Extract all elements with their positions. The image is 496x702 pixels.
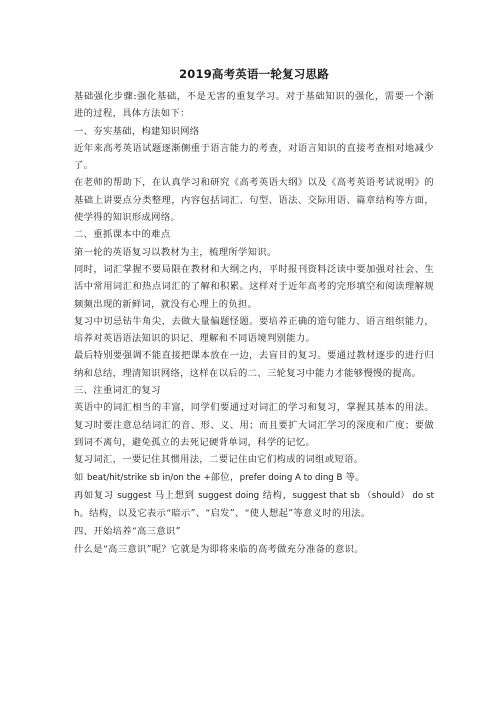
s3-p3-latin-1: beat/hit/strike sb in/on the + (86, 472, 211, 483)
section-1-paragraph-2: 在老师的帮助下，在认真学习和研究《高考英语大纲》以及《高考英语考试说明》的基础上讲要点分类整理，内容包括词汇、句型、语法、交际用语、篇章结构等方面，使学得的知识形成网络。 (74, 177, 434, 224)
intro-paragraph: 基础强化步骤:强化基础，不是无害的重复学习。对于基础知识的强化，需要一个渐进的过程，具体方法如下： (74, 91, 434, 120)
s3-p3-pre: 如 (74, 471, 87, 483)
s3-p4-mid-2: 结构， (259, 489, 293, 501)
section-1-heading: 一、夯实基础，构建知识网络 (74, 125, 200, 137)
section-4-paragraph-1: 什么是“高三意识”呢？它就是为即将来临的高考做充分准备的意识。 (74, 543, 364, 555)
document-title: 2019高考英语一轮复习思路 (179, 67, 329, 81)
section-1-paragraph-1: 近年来高考英语试题逐渐侧重于语言能力的考查，对语言知识的直接考查相对地减少了。 (74, 142, 434, 172)
section-2-paragraph-2: 同时，词汇掌握不要局限在教材和大纲之内，平时报刊资料泛读中要加强对社会、生活中常用词汇和热点词汇的了解和积累。这样对于近年高考的完形填空和阅读理解规频频出现的新鲜词，就没有心理上的负担。 (74, 263, 434, 310)
section-4-heading: 四、开始培养“高三意识” (74, 526, 181, 538)
section-2-paragraph-3: 复习中切忌钻牛角尖，去做大量偏题怪题。要培养正确的造句能力、语言组织能力，培养对英语语法知识的识记、理解和不同语境判别能力。 (74, 315, 434, 345)
s3-p4-latin-1: suggest (117, 490, 152, 501)
s3-p3-post: 等。 (342, 471, 365, 483)
section-3-heading: 三、注重词汇的复习 (74, 385, 161, 397)
s3-p4-mid-1: 马上想到 (151, 489, 199, 501)
section-2-paragraph-4: 最后特别要强调不能直接把课本放在一边，去盲目的复习。要通过教材逐步的进行归纳和总结，理清知识网络，这样在以后的二、三轮复习中能力才能够慢慢的提高。 (74, 350, 434, 379)
section-3-paragraph-2: 复习词汇，一要记住其惯用法，二要记住由它们构成的词组或短语。 (74, 454, 364, 466)
s3-p3-mid-1: 部位， (210, 471, 240, 483)
s3-p3-latin-2: prefer doing A to ding B (239, 472, 343, 483)
section-3-paragraph-3 (74, 469, 434, 487)
section-2-paragraph-1: 第一轮的英语复习以教材为主，梳理所学知识。 (74, 246, 277, 258)
s3-p4-latin-3: suggest that sb （should） do sth (74, 490, 434, 520)
section-3-paragraph-4 (74, 487, 434, 524)
s3-p4-pre: 再如复习 (74, 489, 118, 501)
s3-p4-post: 。结构，以及它表示“暗示”、“启发”、“使人想起”等意义时的用法。 (79, 508, 371, 520)
s3-p4-latin-2: suggest doing (198, 490, 260, 501)
section-3-paragraph-1: 英语中的词汇相当的丰富，同学们要通过对词汇的学习和复习，掌握其基本的用法。复习时要注意总结词汇的音、形、义、用；而且要扩大词汇学习的深度和广度；要做到词不离句，避免孤立的去死记硬背单词，科学的记忆。 (74, 402, 434, 448)
document-page (74, 66, 434, 558)
section-2-heading: 二、重抓课本中的难点 (74, 229, 171, 241)
